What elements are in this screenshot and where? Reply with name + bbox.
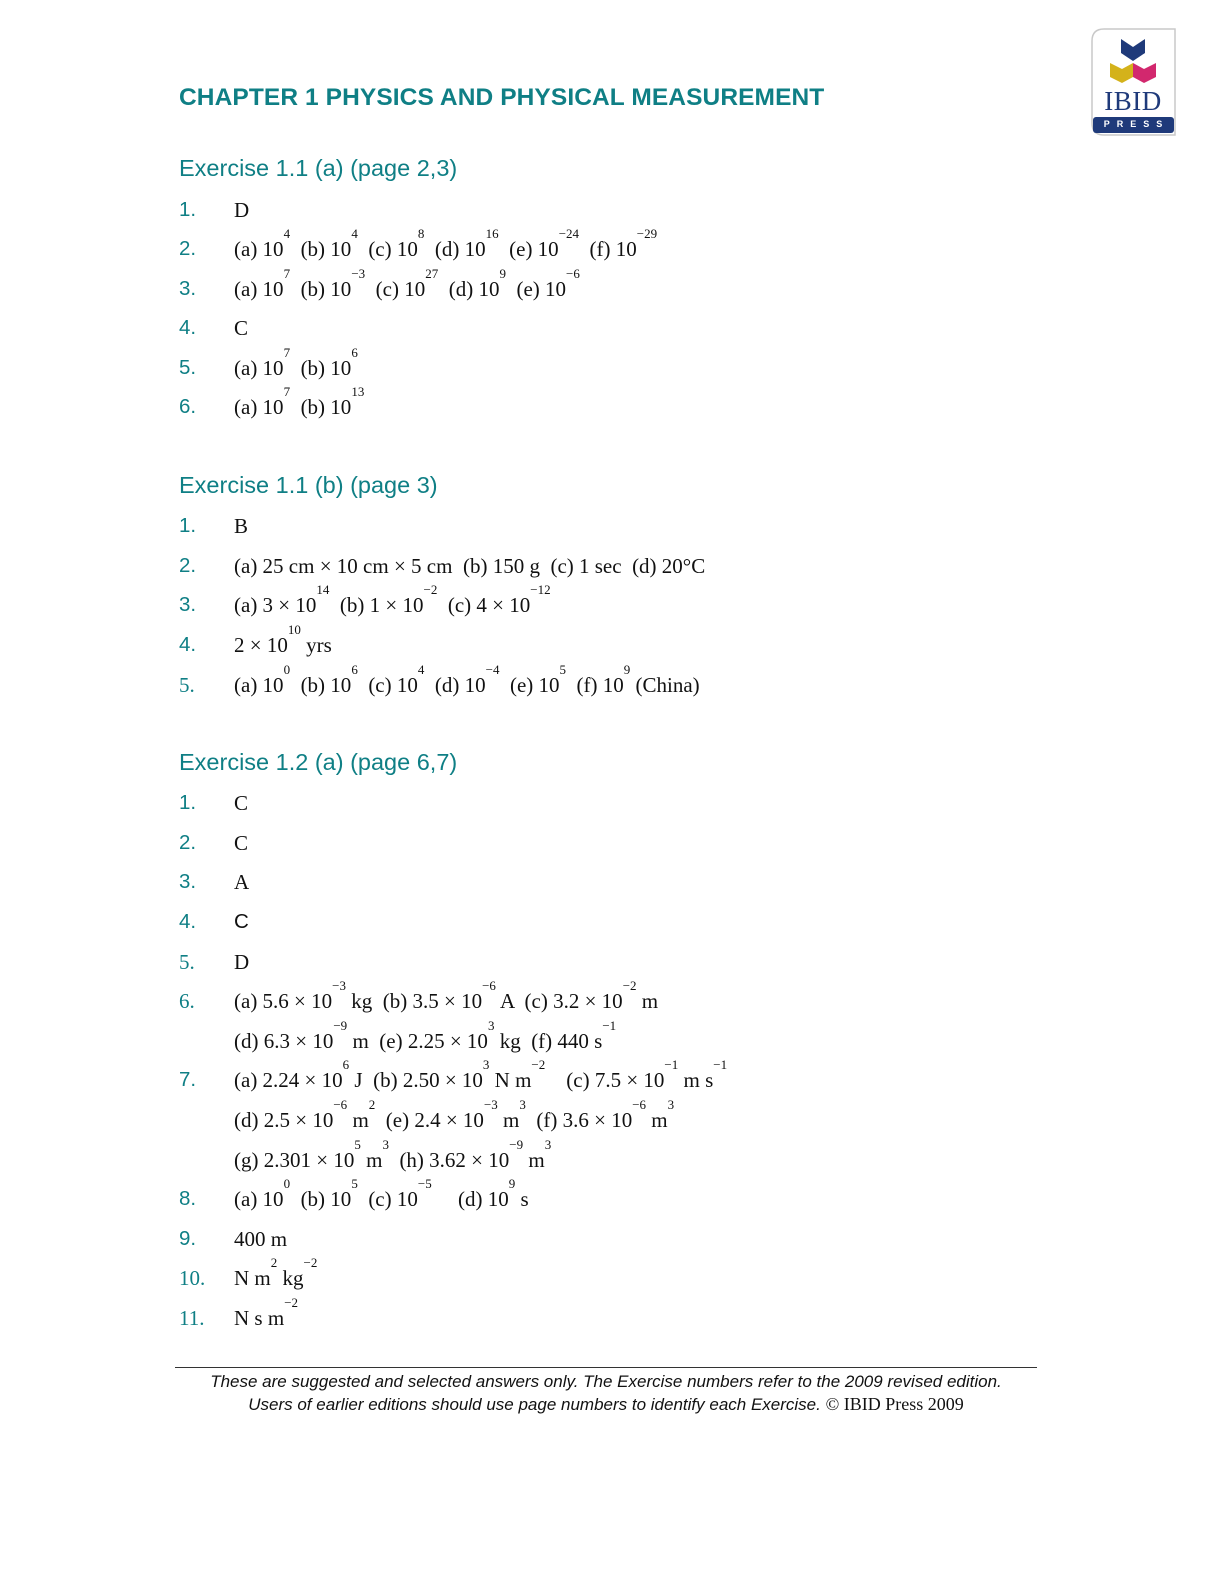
exponent: 7 — [283, 266, 291, 281]
exponent: 3 — [667, 1097, 675, 1112]
question-number: 1. — [179, 791, 197, 814]
answer-row — [0, 1295, 1224, 1338]
exponent: −2 — [622, 978, 637, 993]
answer-row — [0, 1097, 1224, 1140]
answer-row — [0, 622, 1224, 665]
exponent: 6 — [351, 345, 358, 360]
question-number: 4. — [179, 316, 197, 339]
answer-text: N s $m^{-2}$ — [234, 1295, 299, 1330]
answer-text: (d) $6.3 \times 10^{-9}$ m (e) $2.25 \times 10^3$ kg (f) 440 $s^{-1}$ — [234, 1018, 617, 1053]
answer-row — [0, 384, 1224, 427]
answer-row — [0, 831, 1224, 863]
exercise-heading: Exercise 1.2 (a) (page 6,7) — [179, 749, 458, 775]
answer-text: C — [234, 316, 249, 340]
exponent: 4 — [351, 226, 358, 241]
answer-text: B — [234, 514, 249, 538]
exponent: 6 — [351, 662, 358, 677]
question-number: 4. — [179, 910, 197, 933]
exponent: 4 — [283, 226, 291, 241]
exponent: −6 — [566, 266, 580, 281]
exponent: 3 — [482, 1057, 490, 1072]
answer-row — [0, 1176, 1224, 1219]
exponent: 8 — [417, 226, 425, 241]
answer-text: (a) $10^0$ (b) $10^6$ (c) $10^4$ (d) $10^{-4}$ (e) $10^5$ (f) $10^9$ (China) — [234, 662, 700, 697]
answer-row — [0, 1137, 1224, 1180]
exponent: 7 — [283, 345, 291, 360]
answer-text: D — [234, 198, 250, 222]
answer-text: N $m^2$ $kg^{-2}$ — [234, 1255, 318, 1290]
exponent: −1 — [664, 1057, 679, 1072]
answer-text: A — [234, 870, 250, 894]
exponent: 3 — [544, 1137, 552, 1152]
question-number: 3. — [179, 870, 197, 893]
answer-text: (a) $10^4$ (b) $10^4$ (c) $10^8$ (d) $10^{16}$ (e) $10^{-24}$ (f) $10^{-29}$ — [234, 226, 658, 261]
question-number: 2. — [179, 237, 197, 260]
question-number: 2. — [179, 831, 197, 854]
answer-text: C — [234, 831, 249, 855]
answer-row — [0, 978, 1224, 1021]
answer-row — [0, 582, 1224, 625]
exponent: −12 — [530, 582, 551, 597]
question-number: 10. — [179, 1266, 206, 1290]
answer-text: (a) $10^0$ (b) $10^5$ (c) $10^{-5}$ (d) $10^9$ s — [234, 1176, 529, 1211]
answer-row — [0, 1255, 1224, 1298]
exponent: 2 — [368, 1097, 376, 1112]
exponent: 3 — [519, 1097, 526, 1112]
exponent: −2 — [284, 1295, 299, 1310]
exponent: 5 — [351, 1176, 358, 1191]
answer-text: D — [234, 950, 250, 974]
exponent: 6 — [342, 1057, 350, 1072]
answer-row — [0, 1018, 1224, 1061]
question-number: 2. — [179, 554, 197, 577]
exponent: 5 — [354, 1137, 361, 1152]
exercise-heading: Exercise 1.1 (a) (page 2,3) — [179, 155, 458, 181]
exponent: 10 — [287, 622, 301, 637]
answer-row — [0, 266, 1224, 309]
answer-row — [0, 910, 1224, 942]
exponent: 3 — [487, 1018, 495, 1033]
exponent: 0 — [283, 1176, 291, 1191]
answer-text: (a) $10^7$ (b) $10^6$ — [234, 345, 358, 380]
question-number: 7. — [179, 1068, 197, 1091]
answer-row — [0, 345, 1224, 388]
exponent: 9 — [623, 662, 631, 677]
answer-row — [0, 226, 1224, 269]
answer-row — [0, 1057, 1224, 1100]
exponent: −4 — [485, 662, 500, 677]
logo-text: IBID — [1104, 86, 1162, 116]
exponent: 9 — [499, 266, 506, 281]
question-number: 3. — [179, 277, 197, 300]
exponent: 5 — [559, 662, 567, 677]
ibid-press-logo — [1089, 27, 1177, 137]
answer-text: 400 m — [234, 1227, 288, 1251]
exponent: −1 — [713, 1057, 728, 1072]
answer-row — [0, 950, 1224, 982]
question-number: 5. — [179, 950, 195, 974]
answer-text: (g) $2.301 \times 10^5$ $m^3$ (h) $3.62 \times 10^{-9}$ $m^3$ — [234, 1137, 552, 1172]
exponent: 27 — [425, 266, 439, 281]
answer-row — [0, 791, 1224, 823]
logo-subtext: PRESS — [1103, 119, 1170, 129]
answer-text: C — [234, 910, 249, 933]
answer-text: (a) $2.24 \times 10^6$ J (b) $2.50 \times 10^3$ N $m^{-2}$ (c) $7.5 \times 10^{-1}$ m $s^{-1}$ — [234, 1057, 728, 1092]
question-number: 5. — [179, 673, 195, 697]
copyright-notice: © IBID Press 2009 — [825, 1394, 964, 1414]
exponent: −6 — [632, 1097, 647, 1112]
answer-row — [0, 198, 1224, 230]
answer-row — [0, 662, 1224, 705]
exponent: −29 — [636, 226, 658, 241]
exponent: −2 — [423, 582, 438, 597]
question-number: 6. — [179, 395, 197, 418]
exponent: 0 — [283, 662, 291, 677]
question-number: 4. — [179, 633, 197, 656]
answer-text: (a) 25 cm × 10 cm × 5 cm (b) 150 g (c) 1 sec (d) 20°C — [234, 554, 706, 578]
exponent: −5 — [417, 1176, 432, 1191]
answer-row — [0, 870, 1224, 902]
answer-row — [0, 1227, 1224, 1259]
exponent: −2 — [531, 1057, 546, 1072]
answer-row — [0, 316, 1224, 348]
exponent: 3 — [382, 1137, 389, 1152]
answer-text: (a) $10^7$ (b) $10^{-3}$ (c) $10^{27}$ (d) $10^9$ (e) $10^{-6}$ — [234, 266, 580, 301]
answer-row — [0, 554, 1224, 586]
question-number: 3. — [179, 593, 197, 616]
exponent: −2 — [303, 1255, 318, 1270]
answer-text: (a) $10^7$ (b) $10^{13}$ — [234, 384, 365, 419]
question-number: 9. — [179, 1227, 197, 1250]
footer-line-1: These are suggested and selected answers only. The Exercise numbers refer to the 2009 revised edition. — [210, 1372, 1002, 1391]
chapter-title: CHAPTER 1 PHYSICS AND PHYSICAL MEASUREMENT — [179, 84, 825, 111]
exponent: −3 — [483, 1097, 498, 1112]
exponent: 13 — [351, 384, 365, 399]
answer-text: (d) $2.5 \times 10^{-6}$ $m^2$ (e) $2.4 \times 10^{-3}$ $m^3$ (f) $3.6 \times 10^{-6}$ $m^3$ — [234, 1097, 675, 1132]
exponent: −9 — [509, 1137, 524, 1152]
answer-row — [0, 514, 1224, 546]
exponent: −24 — [558, 226, 580, 241]
exponent: −3 — [332, 978, 346, 993]
question-number: 11. — [179, 1306, 205, 1330]
exponent: 16 — [485, 226, 499, 241]
question-number: 5. — [179, 356, 197, 379]
exponent: −3 — [351, 266, 366, 281]
answer-text: (a) $5.6 \times 10^{-3}$ kg (b) $3.5 \times 10^{-6}$ A (c) $3.2 \times 10^{-2}$ m — [234, 978, 659, 1013]
exponent: 4 — [417, 662, 425, 677]
exponent: −1 — [602, 1018, 617, 1033]
answer-text: C — [234, 791, 249, 815]
exponent: 7 — [283, 384, 291, 399]
footer-divider — [175, 1367, 1037, 1368]
footer-note: Users of earlier editions should use page numbers to identify each Exercise. — [248, 1395, 821, 1414]
footer-line-2 — [175, 1394, 1037, 1415]
question-number: 6. — [179, 989, 195, 1013]
exponent: −6 — [482, 978, 496, 993]
answer-text: $2 \times 10^{10}$ yrs — [234, 622, 332, 657]
question-number: 1. — [179, 198, 197, 221]
exponent: 2 — [270, 1255, 278, 1270]
question-number: 1. — [179, 514, 197, 537]
exponent: −6 — [333, 1097, 348, 1112]
exponent: 14 — [316, 582, 330, 597]
question-number: 8. — [179, 1187, 197, 1210]
exponent: 9 — [508, 1176, 516, 1191]
exponent: −9 — [333, 1018, 348, 1033]
answer-text: (a) $3 \times 10^{14}$ (b) $1 \times 10^{-2}$ (c) $4 \times 10^{-12}$ — [234, 582, 551, 617]
exercise-heading: Exercise 1.1 (b) (page 3) — [179, 472, 438, 498]
